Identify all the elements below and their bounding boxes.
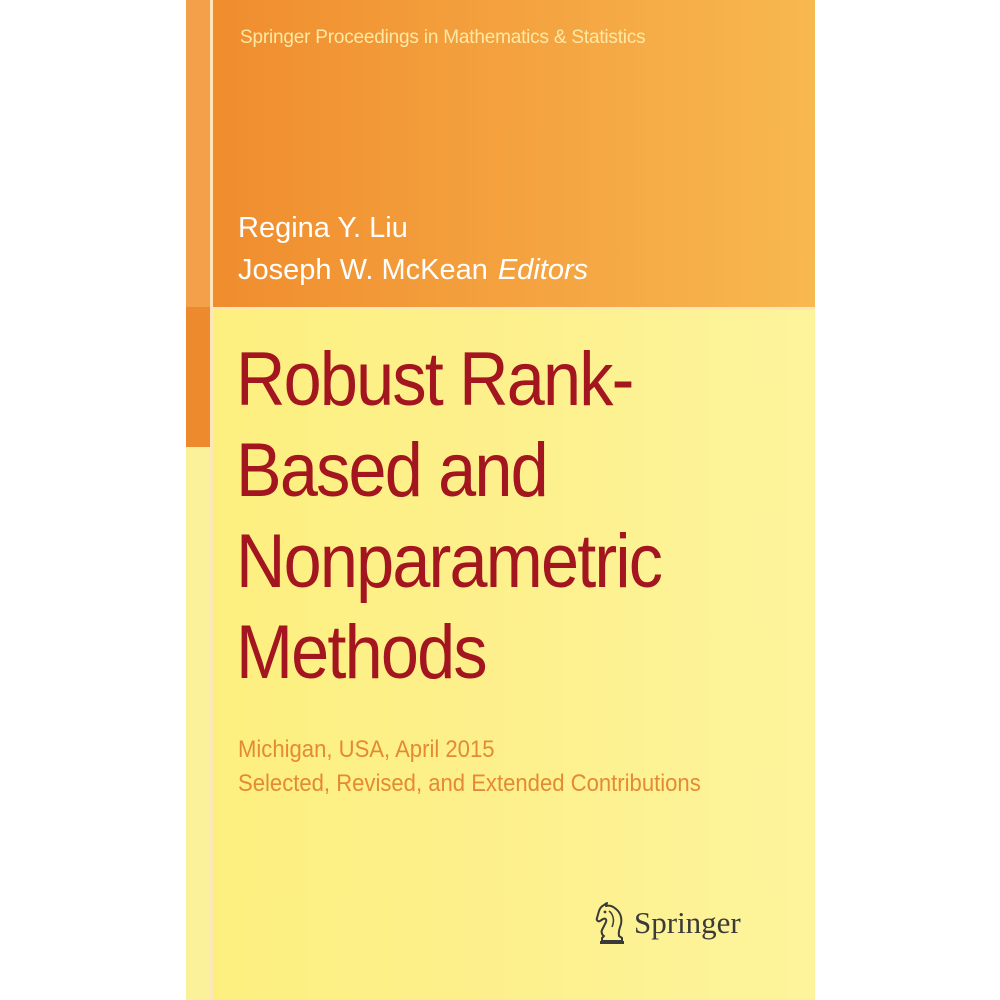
spine-tab <box>186 307 210 447</box>
editors-role: Editors <box>497 254 589 286</box>
editor-line <box>238 249 588 291</box>
book-cover <box>186 0 815 1000</box>
subtitle-line: Selected, Revised, and Extended Contributions <box>238 770 701 797</box>
publisher-name: Springer <box>634 905 741 940</box>
title-line: Robust Rank- <box>236 337 633 422</box>
spine-bottom <box>186 447 210 1000</box>
book-title <box>236 334 708 698</box>
series-name: Springer Proceedings in Mathematics & Statistics <box>240 27 646 48</box>
title-line: Based and <box>236 428 547 513</box>
book-subtitle <box>238 733 741 801</box>
horizontal-divider <box>210 307 815 310</box>
editors-block <box>238 207 588 291</box>
subtitle-line: Michigan, USA, April 2015 <box>238 736 495 763</box>
title-line: Nonparametric <box>236 519 662 604</box>
editor-name: Joseph W. McKean <box>238 254 488 286</box>
spine-top <box>186 0 210 307</box>
editor-name: Regina Y. Liu <box>238 212 408 244</box>
publisher-logo <box>594 900 741 946</box>
vertical-divider <box>210 0 213 1000</box>
knight-chess-piece-icon <box>594 901 628 945</box>
title-line: Methods <box>236 610 486 695</box>
